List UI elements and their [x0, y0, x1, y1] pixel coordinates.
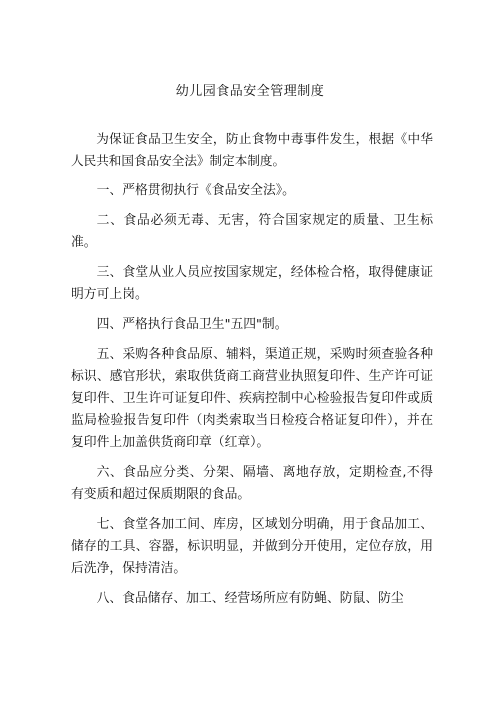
rule-paragraph-1: 一、严格贯彻执行《食品安全法》。: [96, 183, 295, 198]
intro-paragraph: 为保证食品卫生安全，防止食物中毒事件发生，根据《中华人民共和国食品安全法》制定本制度。: [71, 131, 433, 168]
rule-paragraph-6: 六、食品应分类、分架、隔墙、离地存放，定期检查,不得有变质和超过保质期限的食品。: [71, 465, 433, 502]
rule-paragraph-7: 七、食堂各加工间、库房，区域划分明确，用于食品加工、储存的工具、容器，标识明显，并做到分开使用，定位存放，用后洗净，保持清洁。: [71, 517, 433, 576]
rule-paragraph-3: 三、食堂从业人员应按国家规定，经体检合格，取得健康证明方可上岗。: [71, 265, 433, 302]
document-title: 幼儿园食品安全管理制度: [175, 84, 325, 99]
rule-paragraph-2: 二、食品必须无毒、无害，符合国家规定的质量、卫生标准。: [71, 213, 433, 250]
rule-paragraph-8: 八、食品储存、加工、经营场所应有防蝇、防鼠、防尘: [96, 591, 404, 606]
document-body: [71, 128, 433, 618]
rule-paragraph-4: 四、严格执行食品卫生"五四"制。: [96, 317, 288, 332]
rule-paragraph-5: 五、采购各种食品原、辅料，渠道正规，采购时须查验各种标识、感官形状，索取供货商工商营业执照复印件、生产许可证复印件、卫生许可证复印件、疾病控制中心检验报告复印件或质监局检验报告复印件（肉类索取当日检疫合格证复印件），并在复印件上加盖供货商印章（红章）。: [71, 347, 433, 450]
